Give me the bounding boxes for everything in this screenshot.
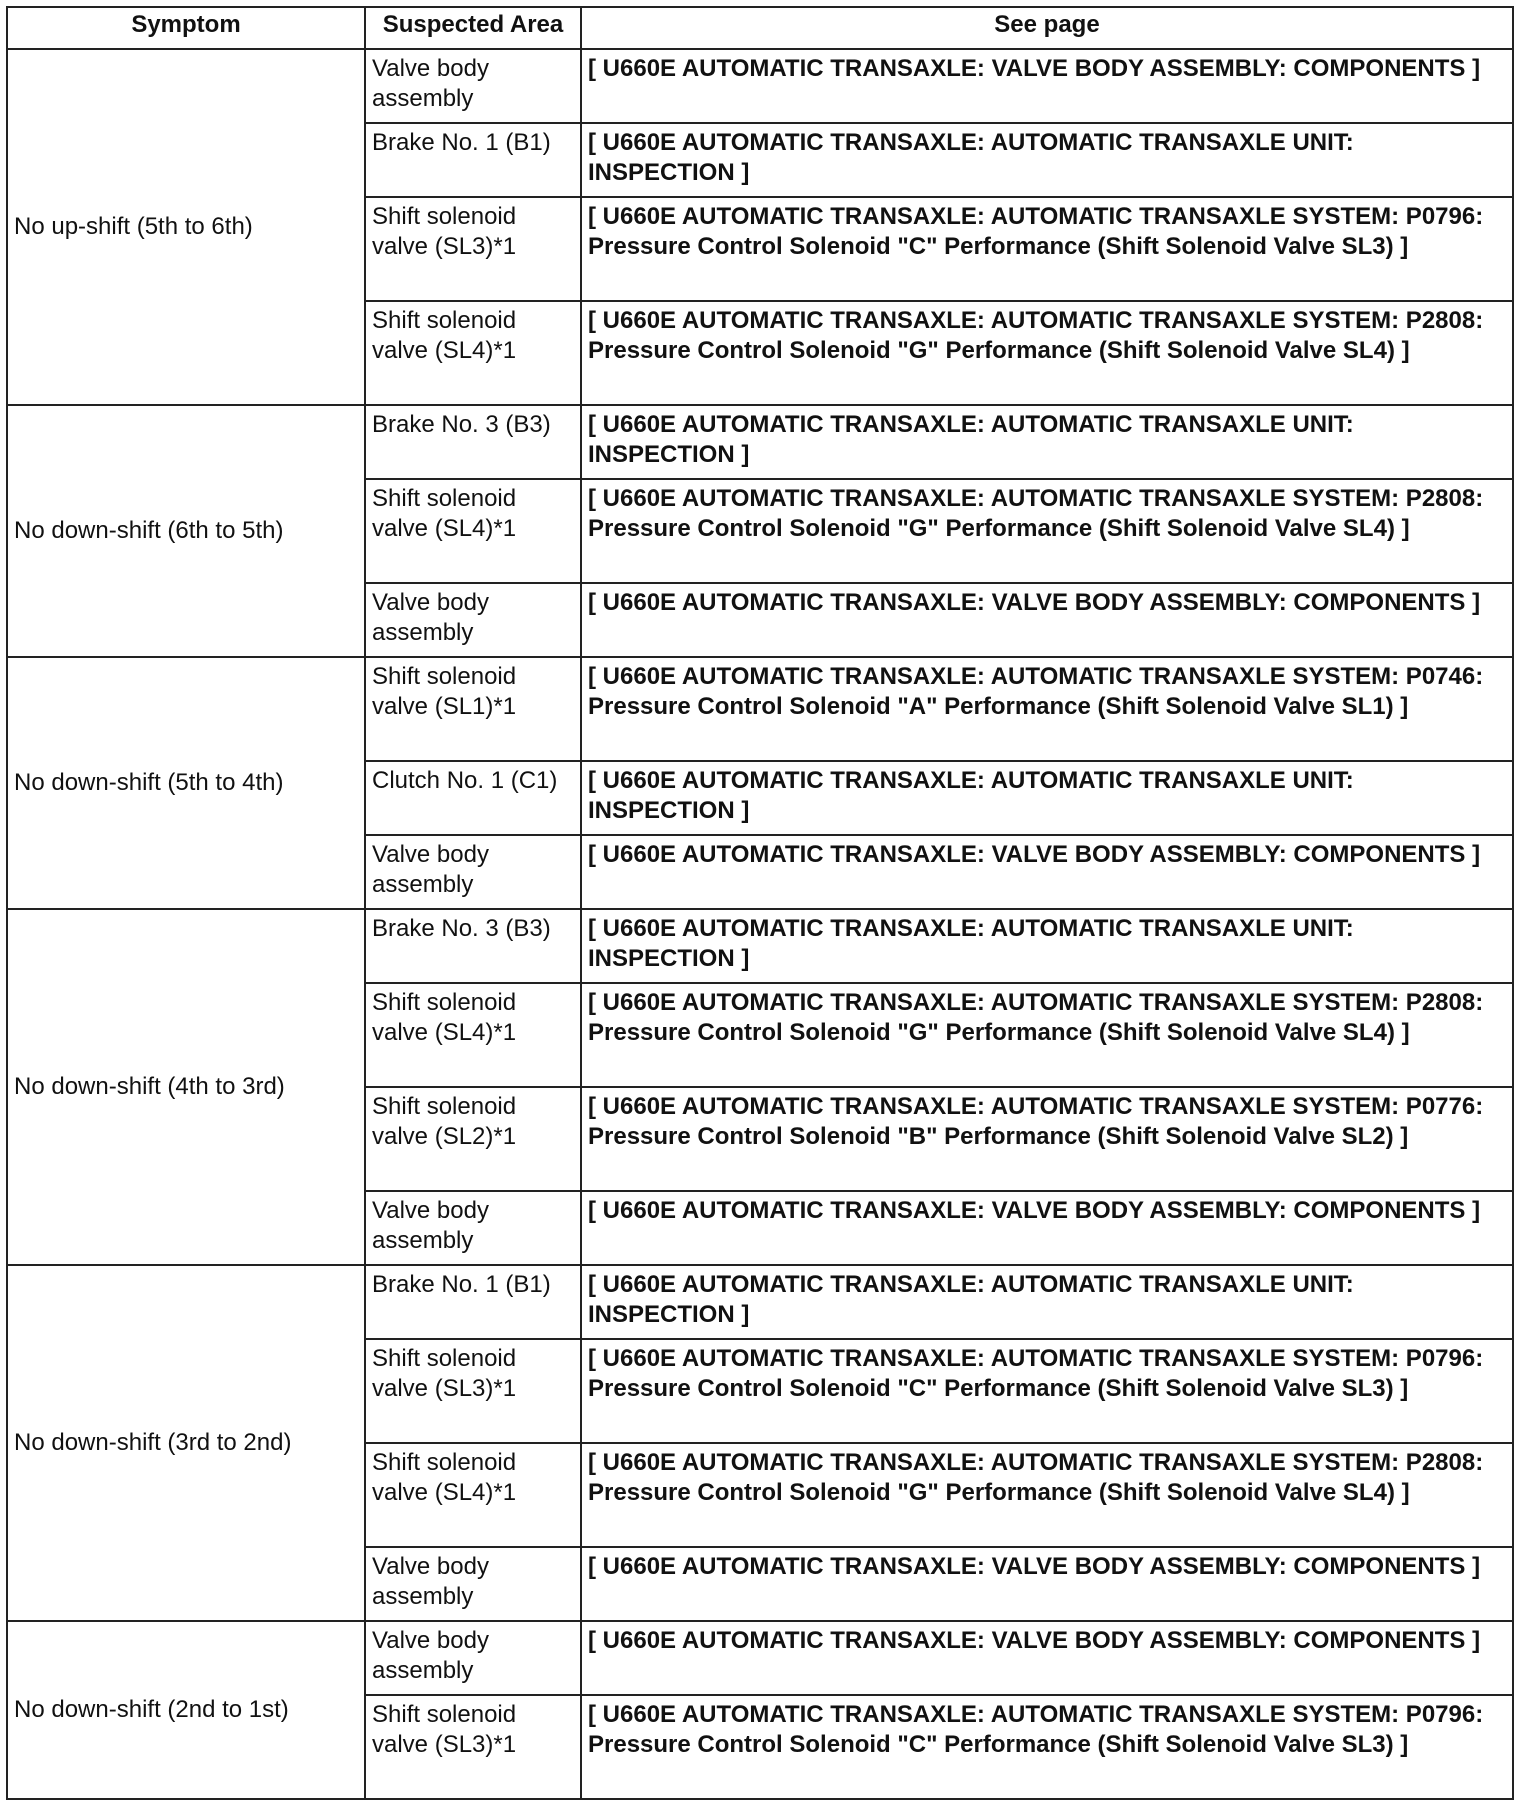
suspected-area-cell: Brake No. 3 (B3) — [365, 405, 581, 479]
see-page-link[interactable]: [ U660E AUTOMATIC TRANSAXLE: AUTOMATIC TRANSAXLE SYSTEM: P2808: Pressure Control Solenoid "G" Performance (Shift Solenoid Valve SL4) ] — [581, 479, 1513, 583]
see-page-link[interactable]: [ U660E AUTOMATIC TRANSAXLE: AUTOMATIC TRANSAXLE UNIT: INSPECTION ] — [581, 123, 1513, 197]
suspected-area-cell: Shift solenoid valve (SL3)*1 — [365, 197, 581, 301]
see-page-link[interactable]: [ U660E AUTOMATIC TRANSAXLE: AUTOMATIC TRANSAXLE SYSTEM: P2808: Pressure Control Solenoid "G" Performance (Shift Solenoid Valve SL4) ] — [581, 301, 1513, 405]
table-body — [7, 49, 1513, 1799]
see-page-link[interactable]: [ U660E AUTOMATIC TRANSAXLE: AUTOMATIC TRANSAXLE SYSTEM: P0796: Pressure Control Solenoid "C" Performance (Shift Solenoid Valve SL3) ] — [581, 1695, 1513, 1799]
see-page-link[interactable]: [ U660E AUTOMATIC TRANSAXLE: VALVE BODY ASSEMBLY: COMPONENTS ] — [581, 49, 1513, 123]
see-page-link[interactable]: [ U660E AUTOMATIC TRANSAXLE: VALVE BODY ASSEMBLY: COMPONENTS ] — [581, 1191, 1513, 1265]
see-page-link[interactable]: [ U660E AUTOMATIC TRANSAXLE: AUTOMATIC TRANSAXLE SYSTEM: P0796: Pressure Control Solenoid "C" Performance (Shift Solenoid Valve SL3) ] — [581, 197, 1513, 301]
suspected-area-cell: Valve body assembly — [365, 1191, 581, 1265]
diagnosis-page — [6, 6, 1512, 1766]
suspected-area-cell: Shift solenoid valve (SL4)*1 — [365, 1443, 581, 1547]
table-row — [7, 909, 1513, 983]
table-row — [7, 405, 1513, 479]
suspected-area-cell: Shift solenoid valve (SL4)*1 — [365, 983, 581, 1087]
header-symptom: Symptom — [7, 7, 365, 49]
see-page-link[interactable]: [ U660E AUTOMATIC TRANSAXLE: VALVE BODY ASSEMBLY: COMPONENTS ] — [581, 1621, 1513, 1695]
suspected-area-cell: Brake No. 3 (B3) — [365, 909, 581, 983]
see-page-link[interactable]: [ U660E AUTOMATIC TRANSAXLE: AUTOMATIC TRANSAXLE UNIT: INSPECTION ] — [581, 405, 1513, 479]
see-page-link[interactable]: [ U660E AUTOMATIC TRANSAXLE: AUTOMATIC TRANSAXLE SYSTEM: P2808: Pressure Control Solenoid "G" Performance (Shift Solenoid Valve SL4) ] — [581, 983, 1513, 1087]
suspected-area-cell: Shift solenoid valve (SL3)*1 — [365, 1695, 581, 1799]
suspected-area-cell: Valve body assembly — [365, 835, 581, 909]
suspected-area-cell: Valve body assembly — [365, 583, 581, 657]
symptom-cell: No down-shift (5th to 4th) — [7, 657, 365, 909]
header-row — [7, 7, 1513, 49]
see-page-link[interactable]: [ U660E AUTOMATIC TRANSAXLE: VALVE BODY ASSEMBLY: COMPONENTS ] — [581, 835, 1513, 909]
see-page-link[interactable]: [ U660E AUTOMATIC TRANSAXLE: AUTOMATIC TRANSAXLE SYSTEM: P0746: Pressure Control Solenoid "A" Performance (Shift Solenoid Valve SL1) ] — [581, 657, 1513, 761]
header-suspected-area: Suspected Area — [365, 7, 581, 49]
table-row — [7, 49, 1513, 123]
symptom-cell: No down-shift (6th to 5th) — [7, 405, 365, 657]
suspected-area-cell: Valve body assembly — [365, 49, 581, 123]
see-page-link[interactable]: [ U660E AUTOMATIC TRANSAXLE: AUTOMATIC TRANSAXLE SYSTEM: P0796: Pressure Control Solenoid "C" Performance (Shift Solenoid Valve SL3) ] — [581, 1339, 1513, 1443]
symptom-cell: No down-shift (2nd to 1st) — [7, 1621, 365, 1799]
see-page-link[interactable]: [ U660E AUTOMATIC TRANSAXLE: AUTOMATIC TRANSAXLE UNIT: INSPECTION ] — [581, 909, 1513, 983]
suspected-area-cell: Brake No. 1 (B1) — [365, 123, 581, 197]
see-page-link[interactable]: [ U660E AUTOMATIC TRANSAXLE: AUTOMATIC TRANSAXLE UNIT: INSPECTION ] — [581, 1265, 1513, 1339]
symptom-table — [6, 6, 1514, 1800]
symptom-cell: No down-shift (3rd to 2nd) — [7, 1265, 365, 1621]
suspected-area-cell: Shift solenoid valve (SL1)*1 — [365, 657, 581, 761]
suspected-area-cell: Shift solenoid valve (SL4)*1 — [365, 479, 581, 583]
see-page-link[interactable]: [ U660E AUTOMATIC TRANSAXLE: AUTOMATIC TRANSAXLE UNIT: INSPECTION ] — [581, 761, 1513, 835]
table-row — [7, 1621, 1513, 1695]
see-page-link[interactable]: [ U660E AUTOMATIC TRANSAXLE: AUTOMATIC TRANSAXLE SYSTEM: P2808: Pressure Control Solenoid "G" Performance (Shift Solenoid Valve SL4) ] — [581, 1443, 1513, 1547]
suspected-area-cell: Valve body assembly — [365, 1621, 581, 1695]
table-row — [7, 657, 1513, 761]
see-page-link[interactable]: [ U660E AUTOMATIC TRANSAXLE: AUTOMATIC TRANSAXLE SYSTEM: P0776: Pressure Control Solenoid "B" Performance (Shift Solenoid Valve SL2) ] — [581, 1087, 1513, 1191]
suspected-area-cell: Valve body assembly — [365, 1547, 581, 1621]
table-row — [7, 1265, 1513, 1339]
see-page-link[interactable]: [ U660E AUTOMATIC TRANSAXLE: VALVE BODY ASSEMBLY: COMPONENTS ] — [581, 583, 1513, 657]
header-see-page: See page — [581, 7, 1513, 49]
suspected-area-cell: Shift solenoid valve (SL3)*1 — [365, 1339, 581, 1443]
see-page-link[interactable]: [ U660E AUTOMATIC TRANSAXLE: VALVE BODY ASSEMBLY: COMPONENTS ] — [581, 1547, 1513, 1621]
suspected-area-cell: Brake No. 1 (B1) — [365, 1265, 581, 1339]
suspected-area-cell: Clutch No. 1 (C1) — [365, 761, 581, 835]
suspected-area-cell: Shift solenoid valve (SL4)*1 — [365, 301, 581, 405]
symptom-cell: No down-shift (4th to 3rd) — [7, 909, 365, 1265]
symptom-cell: No up-shift (5th to 6th) — [7, 49, 365, 405]
suspected-area-cell: Shift solenoid valve (SL2)*1 — [365, 1087, 581, 1191]
